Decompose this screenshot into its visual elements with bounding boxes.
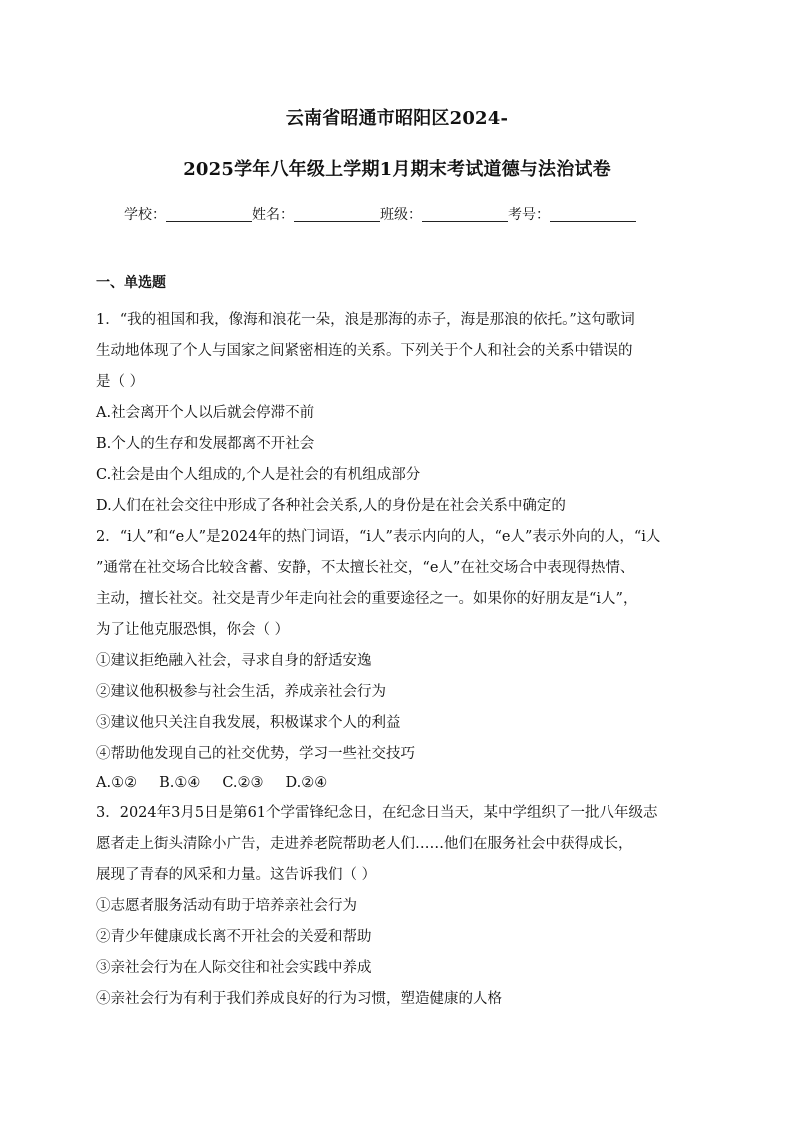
exam-no-blank xyxy=(550,207,636,222)
exam-title-line1: 云南省昭通市昭阳区2024- xyxy=(285,108,509,129)
q2-stem-line: 2．“i人”和“e人”是2024年的热门词语，“i人”表示内向的人，“e人”表示外向的人，“i人 xyxy=(96,529,661,545)
name-label: 姓名： xyxy=(252,207,294,223)
q3-statement: ②青少年健康成长离不开社会的关爱和帮助 xyxy=(96,929,372,945)
school-field xyxy=(124,204,252,224)
q2-stem-line: 主动，擅长社交。社交是青少年走向社会的重要途径之一。如果你的好朋友是“i人”， xyxy=(96,591,638,607)
q3-stem-line: 3．2024年3月5日是第61个学雷锋纪念日，在纪念日当天，某中学组织了一批八年级志 xyxy=(96,805,658,821)
q2-stem-line: ”通常在社交场合比较含蓄、安静，不太擅长社交，“e人”在社交场合中表现得热情、 xyxy=(96,560,635,576)
q3-statement: ③亲社会行为在人际交往和社会实践中养成 xyxy=(96,960,372,976)
school-label: 学校： xyxy=(124,207,166,223)
class-blank xyxy=(422,207,508,222)
q1-option-b: B.个人的生存和发展都离不开社会 xyxy=(96,436,315,452)
q2-choice-d: D.②④ xyxy=(285,775,328,791)
school-blank xyxy=(166,207,252,222)
exam-no-label: 考号： xyxy=(508,207,550,223)
exam-no-field xyxy=(508,204,636,224)
q2-statement: ④帮助他发现自己的社交优势，学习一些社交技巧 xyxy=(96,746,415,762)
q2-statement: ②建议他积极参与社会生活，养成亲社会行为 xyxy=(96,684,386,700)
q2-stem-line: 为了让他克服恐惧，你会（ ） xyxy=(96,622,290,638)
section-heading: 一、单选题 xyxy=(96,275,166,291)
q3-statement: ①志愿者服务活动有助于培养亲社会行为 xyxy=(96,898,357,914)
name-blank xyxy=(294,207,380,222)
class-label: 班级： xyxy=(380,207,422,223)
q2-choices xyxy=(96,775,349,791)
q2-statement: ①建议拒绝融入社会，寻求自身的舒适安逸 xyxy=(96,653,372,669)
q1-stem-line: 是（ ） xyxy=(96,374,145,390)
student-info-row xyxy=(124,204,684,224)
q1-option-c: C.社会是由个人组成的,个人是社会的有机组成部分 xyxy=(96,467,421,483)
q1-stem-line: 生动地体现了个人与国家之间紧密相连的关系。下列关于个人和社会的关系中错误的 xyxy=(96,343,633,359)
q2-statement: ③建议他只关注自我发展，积极谋求个人的利益 xyxy=(96,715,401,731)
q1-option-a: A.社会离开个人以后就会停滞不前 xyxy=(96,405,315,421)
q2-choice-a: A.①② xyxy=(96,775,138,791)
q3-stem-line: 展现了青春的风采和力量。这告诉我们（ ） xyxy=(96,867,377,883)
q1-stem-line: 1．“我的祖国和我，像海和浪花一朵，浪是那海的赤子，海是那浪的依托。”这句歌词 xyxy=(96,312,635,328)
q3-statement: ④亲社会行为有利于我们养成良好的行为习惯，塑造健康的人格 xyxy=(96,991,502,1007)
class-field xyxy=(380,204,508,224)
q2-choice-c: C.②③ xyxy=(222,775,264,791)
q1-option-d: D.人们在社会交往中形成了各种社会关系,人的身份是在社会关系中确定的 xyxy=(96,498,566,514)
q2-choice-b: B.①④ xyxy=(159,775,201,791)
q3-stem-line: 愿者走上街头清除小广告，走进养老院帮助老人们……他们在服务社会中获得成长， xyxy=(96,836,633,852)
name-field xyxy=(252,204,380,224)
exam-title-line2: 2025学年八年级上学期1月期末考试道德与法治试卷 xyxy=(183,159,611,180)
